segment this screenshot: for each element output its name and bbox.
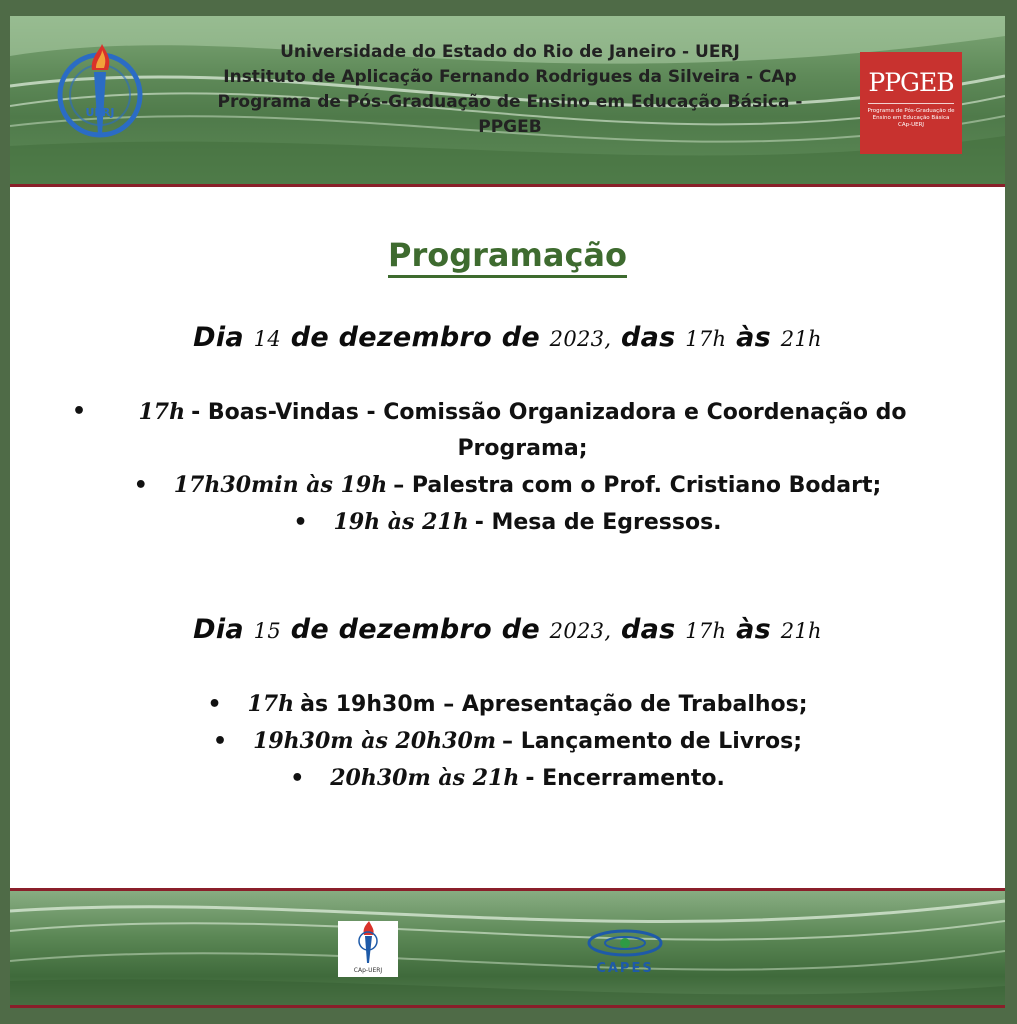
- footer-banner: [10, 888, 1005, 1008]
- schedule-item: • 17h - Boas-Vindas - Comissão Organizadora e Coordenação do Programa;: [10, 394, 1005, 467]
- ppgeb-logo-title: PPGEB: [868, 68, 954, 97]
- day-2-schedule: [10, 686, 1005, 797]
- cap-uerj-logo: CAp-UERJ: [338, 921, 398, 977]
- bullet-icon: •: [293, 510, 308, 535]
- bullet-icon: •: [133, 473, 148, 498]
- bullet-icon: •: [207, 692, 222, 717]
- ppgeb-logo-subtitle: Programa de Pós-Graduação de Ensino em Educação Básica CAp-UERJ: [867, 108, 955, 128]
- header-line-4: PPGEB: [478, 117, 542, 137]
- flyer: [10, 16, 1005, 1008]
- footer-wave-decoration: [10, 891, 1005, 1008]
- day-1-heading: Dia 14 de dezembro de 2023, das 17h às 21h: [193, 322, 822, 353]
- uerj-logo: [50, 40, 150, 145]
- schedule-item: • 19h às 21h - Mesa de Egressos.: [10, 504, 1005, 541]
- ppgeb-logo: [860, 52, 962, 154]
- svg-text:UERJ: UERJ: [85, 106, 115, 119]
- header-line-2: Instituto de Aplicação Fernando Rodrigues da Silveira - CAp: [223, 67, 797, 87]
- schedule-item: • 17h às 19h30m – Apresentação de Trabalhos;: [10, 686, 1005, 723]
- schedule-item: • 19h30m às 20h30m – Lançamento de Livros;: [10, 723, 1005, 760]
- schedule-item: • 17h30min às 19h – Palestra com o Prof. Cristiano Bodart;: [10, 467, 1005, 504]
- header-banner: [10, 16, 1005, 187]
- bullet-icon: •: [290, 766, 305, 791]
- header-line-1: Universidade do Estado do Rio de Janeiro - UERJ: [280, 42, 740, 62]
- day-2-heading: Dia 15 de dezembro de 2023, das 17h às 21h: [193, 614, 822, 645]
- bullet-icon: •: [72, 399, 87, 424]
- institution-header: [170, 40, 850, 140]
- page-title: Programação: [10, 236, 1005, 274]
- bullet-icon: •: [213, 729, 228, 754]
- capes-logo: CAPES: [580, 921, 670, 981]
- day-1-schedule: [10, 394, 1005, 541]
- schedule-item: • 20h30m às 21h - Encerramento.: [10, 760, 1005, 797]
- header-line-3: Programa de Pós-Graduação de Ensino em Educação Básica -: [217, 92, 803, 112]
